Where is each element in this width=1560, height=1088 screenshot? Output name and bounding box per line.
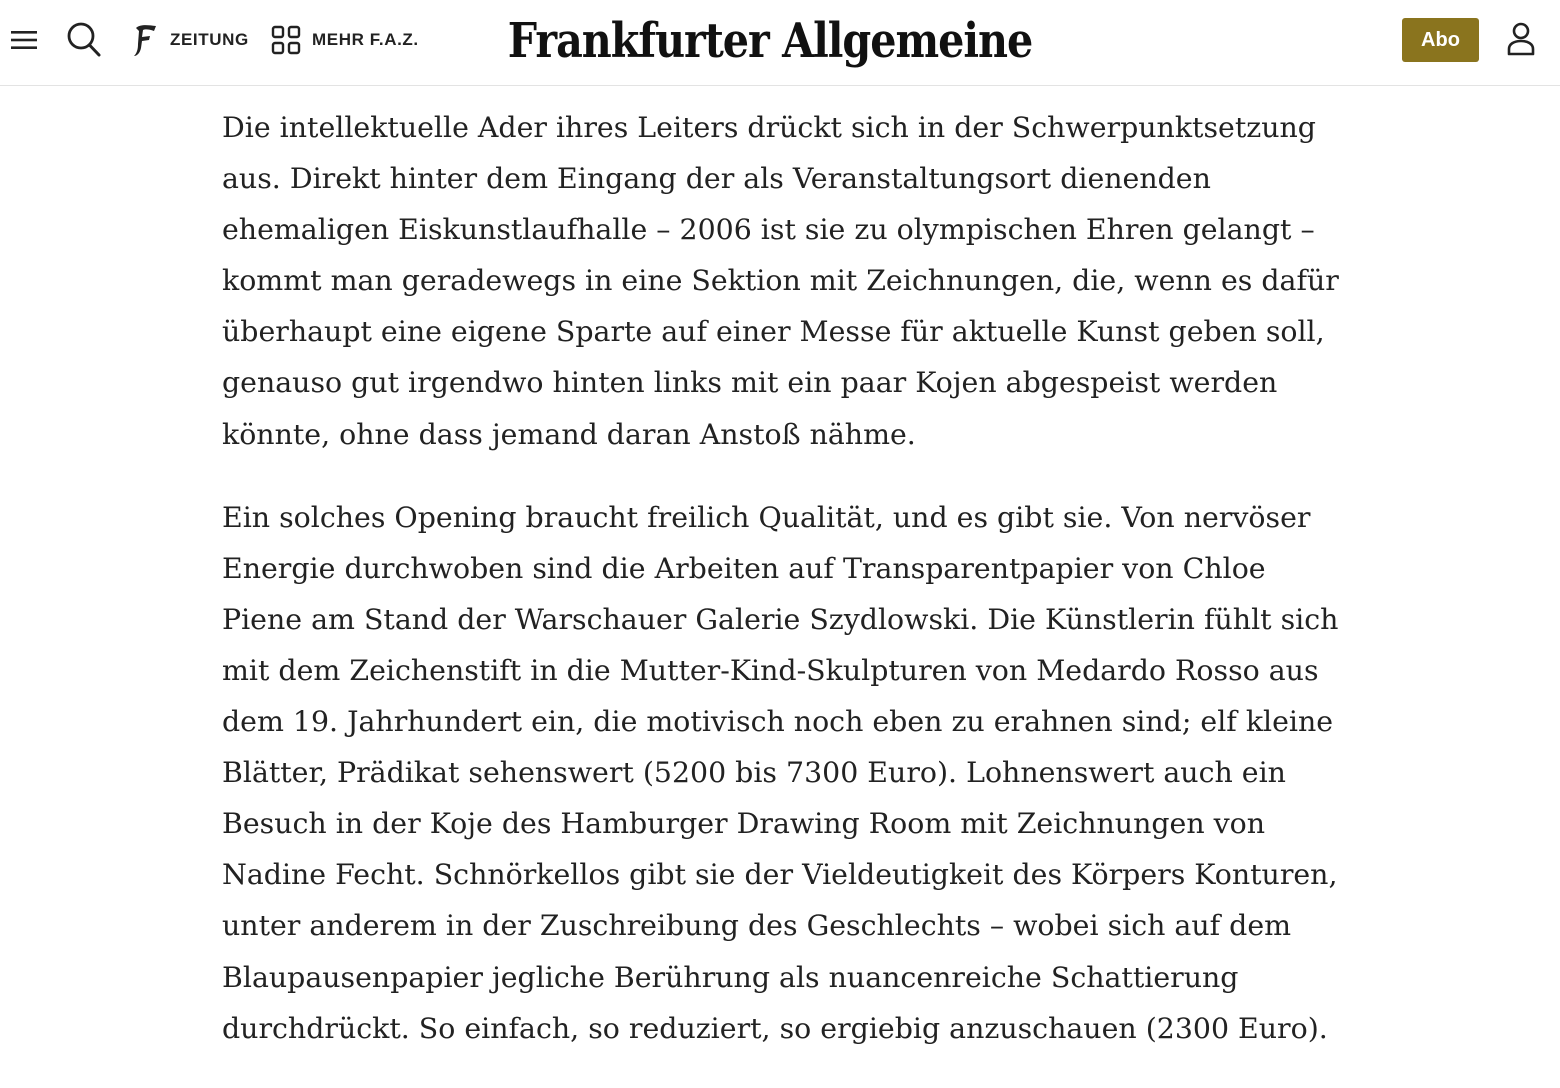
mehr-faz-label: MEHR F.A.Z. (312, 30, 419, 49)
search-button[interactable] (64, 19, 104, 61)
paragraph-line: genauso gut irgendwo hinten links mit ein paar Kojen abgespeist werden (222, 366, 1278, 400)
paragraph-line: kommt man geradewegs in eine Sektion mit Zeichnungen, die, wenn es dafür (222, 264, 1339, 298)
paragraph-line: durchdrückt. So einfach, so reduziert, so ergiebig anzuschauen (2300 Euro). (222, 1011, 1328, 1045)
paragraph-line: Besuch in der Koje des Hamburger Drawing Room mit Zeichnungen von (222, 807, 1266, 841)
paragraph-line: Blaupausenpapier jegliche Berührung als nuancenreiche Schattierung (222, 960, 1239, 994)
paragraph-line: Piene am Stand der Warschauer Galerie Szydlowski. Die Künstlerin fühlt sich (222, 602, 1339, 636)
zeitung-link[interactable] (132, 22, 249, 58)
paragraph-line: Energie durchwoben sind die Arbeiten auf Transparentpapier von Chloe (222, 551, 1266, 585)
search-icon (66, 21, 102, 59)
mehr-faz-link[interactable] (270, 22, 419, 58)
menu-button[interactable] (8, 24, 40, 56)
paragraph-line: mit dem Zeichenstift in die Mutter-Kind-Skulpturen von Medardo Rosso aus (222, 653, 1319, 687)
paragraph-line: aus. Direkt hinter dem Eingang der als Veranstaltungsort dienenden (222, 162, 1211, 196)
article-paragraph (222, 102, 1339, 460)
faz-f-icon (132, 22, 160, 58)
abo-button[interactable]: Abo (1402, 18, 1479, 62)
hamburger-menu-icon (10, 29, 38, 51)
paragraph-line: Die intellektuelle Ader ihres Leiters drückt sich in der Schwerpunktsetzung (222, 111, 1316, 144)
paragraph-line: dem 19. Jahrhundert ein, die motivisch noch eben zu erahnen sind; elf kleine (222, 705, 1334, 739)
grid-icon (270, 24, 302, 56)
paragraph-line: unter anderem in der Zuschreibung des Geschlechts – wobei sich auf dem (222, 909, 1292, 943)
account-button[interactable] (1500, 18, 1542, 60)
paragraph-line: könnte, ohne dass jemand daran Anstoß nähme. (222, 417, 916, 451)
faz-logo[interactable]: Frankfurter Allgemeine (507, 13, 1033, 69)
zeitung-label: ZEITUNG (170, 30, 249, 49)
site-header (0, 0, 1560, 86)
paragraph-line: Nadine Fecht. Schnörkellos gibt sie der Vieldeutigkeit des Körpers Konturen, (222, 858, 1338, 892)
paragraph-line: Blätter, Prädikat sehenswert (5200 bis 7300 Euro). Lohnenswert auch ein (222, 756, 1286, 790)
paragraph-line: überhaupt eine eigene Sparte auf einer Messe für aktuelle Kunst geben soll, (222, 315, 1325, 349)
user-icon (1506, 22, 1536, 56)
paragraph-line: Ein solches Opening braucht freilich Qualität, und es gibt sie. Von nervöser (222, 500, 1311, 534)
article-paragraph (222, 492, 1339, 1054)
paragraph-line: ehemaligen Eiskunstlaufhalle – 2006 ist sie zu olympischen Ehren gelangt – (222, 213, 1315, 247)
article-body (222, 102, 1339, 1086)
